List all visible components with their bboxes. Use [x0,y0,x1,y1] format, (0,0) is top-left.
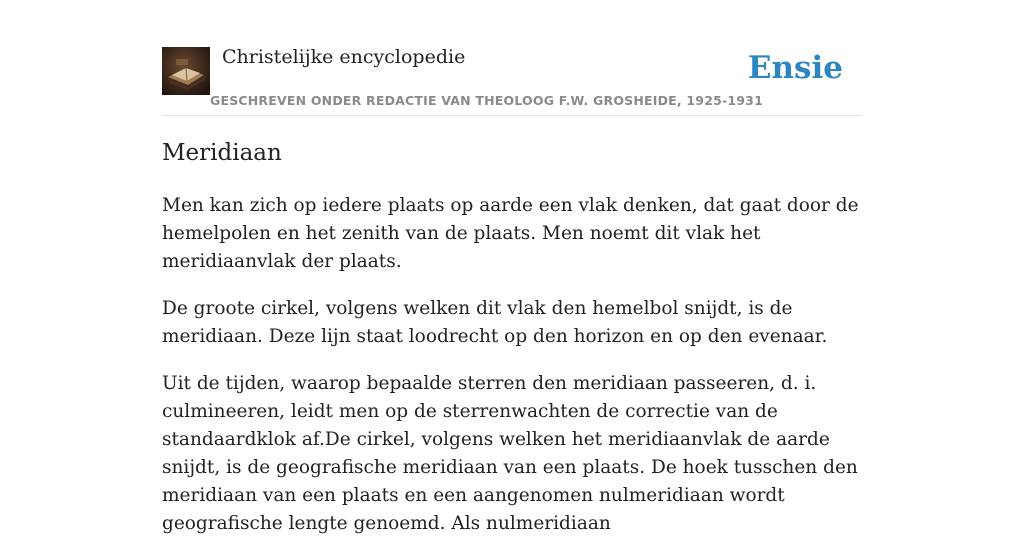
site-header [162,0,862,116]
article-paragraph: Men kan zich op iedere plaats op aarde een vlak denken, dat gaat door de hemelpolen en het zenith van de plaats. Men noemt dit vlak het meridiaanvlak der plaats. [162,195,859,272]
article-body [162,192,862,557]
article-title: Meridiaan [162,140,282,166]
book-icon [162,47,210,95]
article-paragraph: Uit de tijden, waarop bepaalde sterren den meridiaan passeeren, d. i. culmineeren, leidt men op de sterrenwachten de correctie van de standaardklok af.De cirkel, volgens welken het meridiaanvlak de aarde snijdt, is de geografische meridiaan van een plaats. De hoek tusschen den meridiaan van een plaats en een aangenomen nulmeridiaan wordt geografische lengte genoemd. Als nulmeridiaan [162,373,858,534]
page [162,0,862,534]
site-title[interactable]: Christelijke encyclopedie [222,46,466,68]
site-logo-avatar[interactable] [162,47,210,95]
brand-logo[interactable]: Ensie [747,50,843,86]
article-paragraph: De groote cirkel, volgens welken dit vlak den hemelbol snijdt, is de meridiaan. Deze lijn staat loodrecht op den horizon en op den evenaar. [162,298,828,347]
site-subtitle: GESCHREVEN ONDER REDACTIE VAN THEOLOOG F.W. GROSHEIDE, 1925-1931 [210,93,763,108]
